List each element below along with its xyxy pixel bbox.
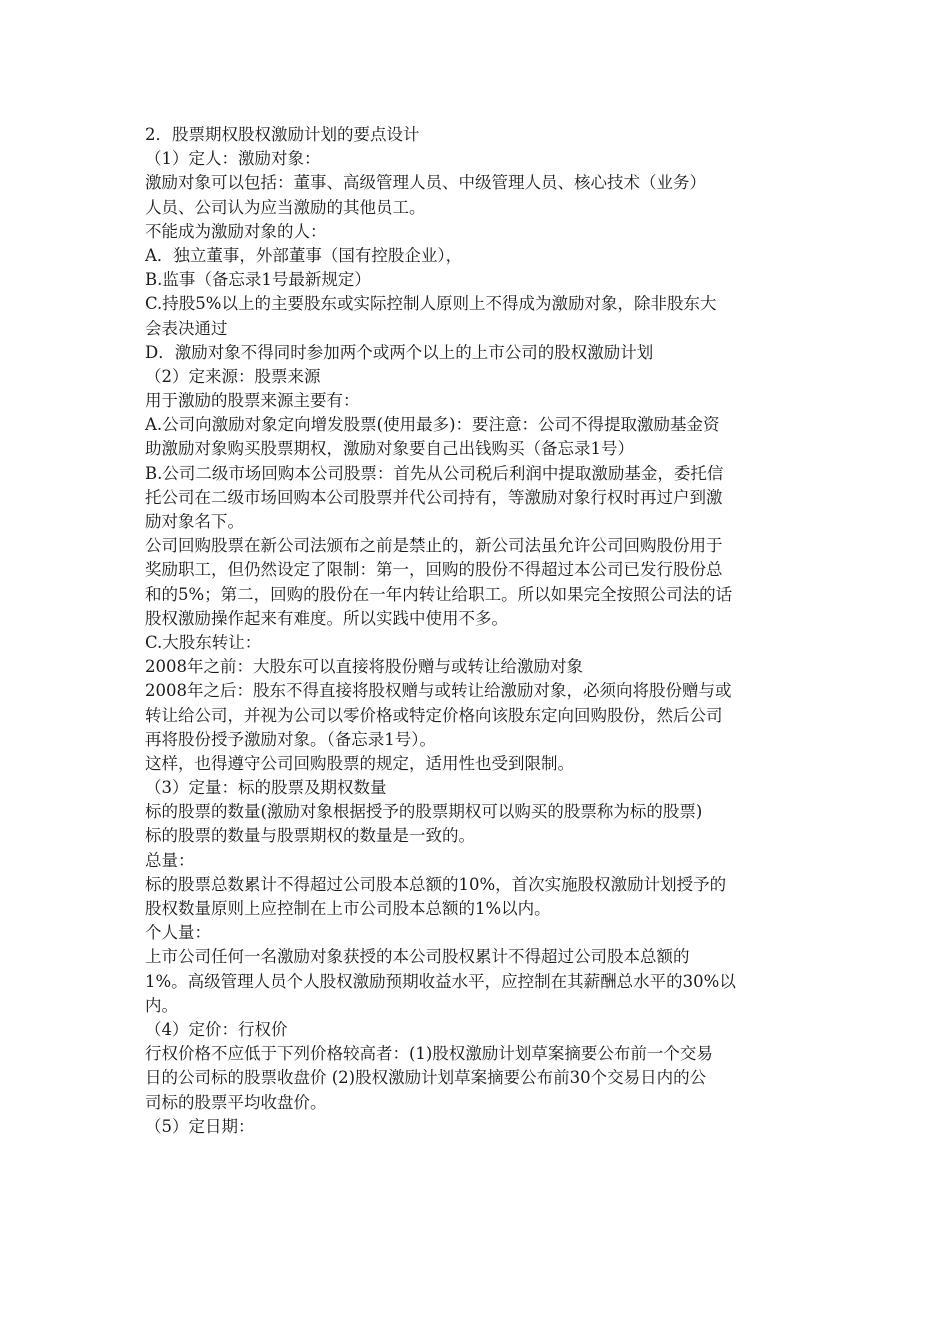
text-line: 公司回购股票在新公司法颁布之前是禁止的，新公司法虽允许公司回购股份用于 <box>145 536 723 556</box>
text-line: 内。 <box>145 995 178 1015</box>
text-line: 司标的股票平均收盘价。 <box>145 1092 327 1112</box>
text-line: 总量： <box>145 850 195 870</box>
text-line: 行权价格不应低于下列价格较高者：(1)股权激励计划草案摘要公布前一个交易 <box>145 1044 713 1064</box>
text-line: B.公司二级市场回购本公司股票：首先从公司税后利润中提取激励基金，委托信 <box>145 463 724 483</box>
text-line: 标的股票总数累计不得超过公司股本总额的10%，首次实施股权激励计划授予的 <box>145 874 727 894</box>
text-line: 再将股份授予激励对象。（备忘录1号）。 <box>145 729 436 749</box>
subsection-heading: （5）定日期： <box>145 1116 255 1136</box>
text-line: 托公司在二级市场回购本公司股票并代公司持有，等激励对象行权时再过户到激 <box>145 487 723 507</box>
text-line: 个人量： <box>145 923 211 943</box>
text-line: 激励对象可以包括：董事、高级管理人员、中级管理人员、核心技术（业务） <box>145 173 706 193</box>
subsection-heading: （4）定价：行权价 <box>145 1019 288 1039</box>
text-line: B.监事（备忘录1号最新规定） <box>145 270 371 290</box>
text-line: 助激励对象购买股票期权，激励对象要自己出钱购买（备忘录1号） <box>145 439 634 459</box>
text-line: 2008年之前：大股东可以直接将股份赠与或转让给激励对象 <box>145 657 583 677</box>
text-line: 这样，也得遵守公司回购股票的规定，适用性也受到限制。 <box>145 753 574 773</box>
text-line: 1%。高级管理人员个人股权激励预期收益水平，应控制在其薪酬总水平的30%以 <box>145 971 736 991</box>
text-line: 和的5%；第二，回购的股份在一年内转让给职工。所以如果完全按照公司法的话 <box>145 584 733 604</box>
text-line: C.大股东转让： <box>145 632 262 652</box>
text-line: 用于激励的股票来源主要有： <box>145 391 360 411</box>
text-line: 标的股票的数量(激励对象根据授予的股票期权可以购买的股票称为标的股票) <box>145 802 703 822</box>
subsection-heading: （1）定人：激励对象： <box>145 149 321 169</box>
text-line: 会表决通过 <box>145 318 228 338</box>
subsection-heading: （2）定来源：股票来源 <box>145 366 321 386</box>
text-line: 上市公司任何一名激励对象获授的本公司股权累计不得超过公司股本总额的 <box>145 947 690 967</box>
text-line: A．独立董事，外部董事（国有控股企业）， <box>145 245 463 265</box>
text-line: D．激励对象不得同时参加两个或两个以上的上市公司的股权激励计划 <box>145 342 654 362</box>
text-line: 不能成为激励对象的人： <box>145 221 327 241</box>
text-line: A.公司向激励对象定向增发股票(使用最多)：要注意：公司不得提取激励基金资 <box>145 415 720 435</box>
text-line: 股权数量原则上应控制在上市公司股本总额的1%以内。 <box>145 899 551 918</box>
text-line: 转让给公司，并视为公司以零价格或特定价格向该股东定向回购股份，然后公司 <box>145 705 723 725</box>
text-line: 日的公司标的股票收盘价 (2)股权激励计划草案摘要公布前30个交易日内的公 <box>145 1068 707 1088</box>
text-line: 股权激励操作起来有难度。所以实践中使用不多。 <box>145 608 508 628</box>
text-line: 标的股票的数量与股票期权的数量是一致的。 <box>145 826 475 846</box>
section-heading: 2．股票期权股权激励计划的要点设计 <box>145 125 420 144</box>
text-line: 2008年之后：股东不得直接将股权赠与或转让给激励对象，必须向将股份赠与或 <box>145 681 732 701</box>
text-line: 人员、公司认为应当激励的其他员工。 <box>145 197 426 217</box>
text-line: C.持股5%以上的主要股东或实际控制人原则上不得成为激励对象，除非股东大 <box>145 294 717 314</box>
text-line: 励对象名下。 <box>145 512 244 531</box>
text-line: 奖励职工，但仍然设定了限制：第一，回购的股份不得超过本公司已发行股份总 <box>145 560 723 580</box>
document-body <box>145 123 813 1139</box>
subsection-heading: （3）定量：标的股票及期权数量 <box>145 778 387 798</box>
